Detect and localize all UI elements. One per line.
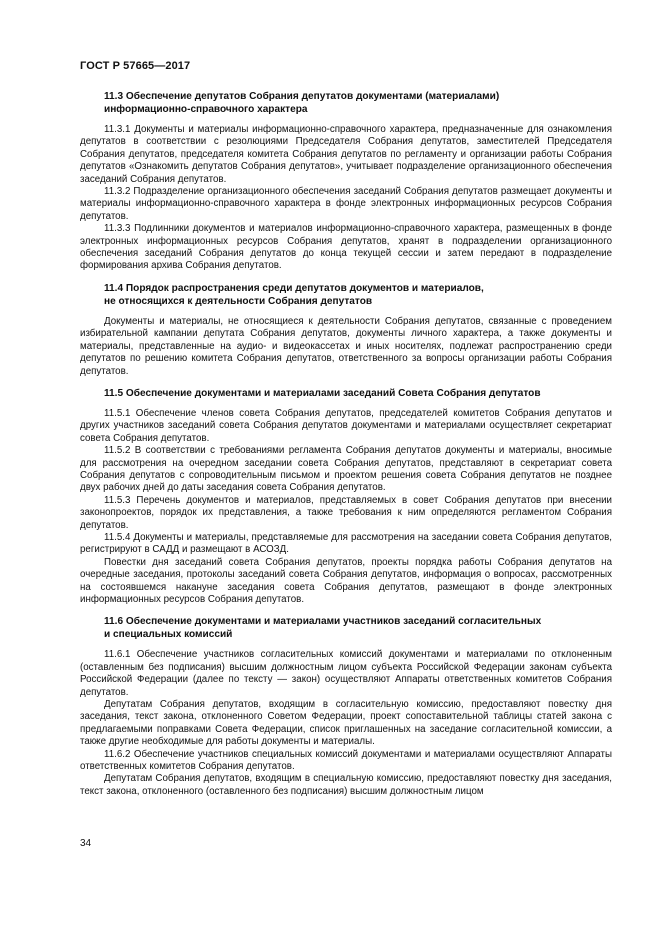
heading-line: 11.4 Порядок распространения среди депутатов документов и материалов, — [104, 282, 484, 294]
heading-line: и специальных комиссий — [104, 629, 233, 641]
section-spacer — [80, 606, 612, 615]
page-number: 34 — [80, 838, 92, 849]
paragraph: Документы и материалы, не относящиеся к деятельности Собрания депутатов, связанные с проведением избирательной кампании депутата Собрания депутатов, документы личного характера, а также документы и материалы, представленные на аудио- и видеокассетах и иных носителях, подлежат распространению среди депутатов по решению комитета Собрания депутатов, ответственного за вопросы организации работы Собрания депутатов. — [80, 315, 612, 377]
paragraph: 11.6.2 Обеспечение участников специальных комиссий документами и материалами осуществляют Аппараты ответственных комитетов Собрания депутатов. — [80, 748, 612, 773]
section-spacer — [80, 378, 612, 387]
paragraph: 11.3.2 Подразделение организационного обеспечения заседаний Собрания депутатов размещает документы и материалы информационно-справочного характера в фонде электронных информационных ресурсов Собрания депутатов. — [80, 186, 612, 222]
paragraph: 11.5.1 Обеспечение членов совета Собрания депутатов, председателей комитетов Собрания депутатов и других участников заседаний совета Собрания депутатов документами и материалами осуществляет секретариат совета Собрания депутатов. — [80, 407, 612, 444]
section-heading-11-4 — [80, 282, 612, 308]
document-body — [80, 90, 612, 798]
paragraph: Повестки дня заседаний совета Собрания депутатов, проекты порядка работы Собрания депутатов на очередные заседания, протоколы заседаний совета Собрания депутатов, информация о вопросах, рассмотренных на состоявшемся накануне заседания совета Собрания депутатов, размещают в фонде электронных информационных ресурсов Собрания депутатов. — [80, 556, 612, 605]
heading-line: 11.3 Обеспечение депутатов Собрания депутатов документами (материалами) — [104, 91, 500, 102]
paragraph: Депутатам Собрания депутатов, входящим в согласительную комиссию, предоставляют повестку дня заседания, текст закона, отклоненного Советом Федерации, проект сопоставительной таблицы статей закона с предлагаемыми поправками Совета Федерации, список приглашенных на заседание согласительной комиссии, а также другие необходимые для работы документы и материалы. — [80, 699, 612, 748]
section-heading-11-5 — [80, 387, 612, 400]
heading-line: 11.5 Обеспечение документами и материалами заседаний Совета Собрания депутатов — [104, 387, 541, 399]
heading-line: 11.6 Обеспечение документами и материалами участников заседаний согласительных — [104, 616, 542, 628]
document-id: ГОСТ Р 57665—2017 — [80, 60, 191, 72]
paragraph: 11.5.4 Документы и материалы, представляемые для рассмотрения на заседании совета Собрания депутатов, регистрируют в САДД и размещают в АСОЗД. — [80, 531, 612, 556]
paragraph: 11.6.1 Обеспечение участников согласительных комиссий документами и материалами по отклоненным (оставленным без подписания) высшим должностным лицом субъекта Российской Федерации законам субъекта Российской Федерации (далее по тексту — закон) осуществляют Аппараты ответственных комитетов Собрания депутатов. — [80, 649, 612, 698]
section-spacer — [80, 273, 612, 282]
heading-line: информационно-справочного характера — [104, 104, 308, 115]
paragraph: Депутатам Собрания депутатов, входящим в специальную комиссию, предоставляют повестку дня заседания, текст закона, отклоненного (оставленного без подписания) высшим должностным лицом — [80, 773, 612, 797]
paragraph: 11.5.3 Перечень документов и материалов, представляемых в совет Собрания депутатов при внесении законопроектов, порядок их представления, а также требования к ним определяются регламентом Собрания депутатов. — [80, 494, 612, 531]
paragraph: 11.3.1 Документы и материалы информационно-справочного характера, предназначенные для ознакомления депутатов в соответствии с резолюциями Председателя Собрания депутатов, заместителей Председателя Собрания депутатов, председателя комитета Собрания депутатов по регламенту и организации работы Собрания депутатов «Ознакомить депутатов Собрания депутатов», учитывает подразделение организационного обеспечения заседаний Собрания депутатов. — [80, 124, 612, 185]
paragraph: 11.5.2 В соответствии с требованиями регламента Собрания депутатов документы и материалы, вносимые для рассмотрения на очередном заседании совета Собрания депутатов, представляют в секретариат совета Собрания депутатов с сопроводительным письмом и проектом решения совета Собрания депутатов не позднее двух рабочих дней до даты заседания совета Собрания депутатов. — [80, 445, 612, 494]
section-heading-11-3 — [80, 90, 612, 116]
heading-line: не относящихся к деятельности Собрания депутатов — [104, 295, 373, 307]
paragraph: 11.3.3 Подлинники документов и материалов информационно-справочного характера, размещенных в фонде электронных информационных ресурсов Собрания депутатов, хранят в подразделении организационного обеспечения заседаний Собрания депутатов до конца текущей сессии и затем передают в подразделение формирования архива Собрания депутатов. — [80, 223, 612, 272]
section-heading-11-6 — [80, 615, 612, 641]
